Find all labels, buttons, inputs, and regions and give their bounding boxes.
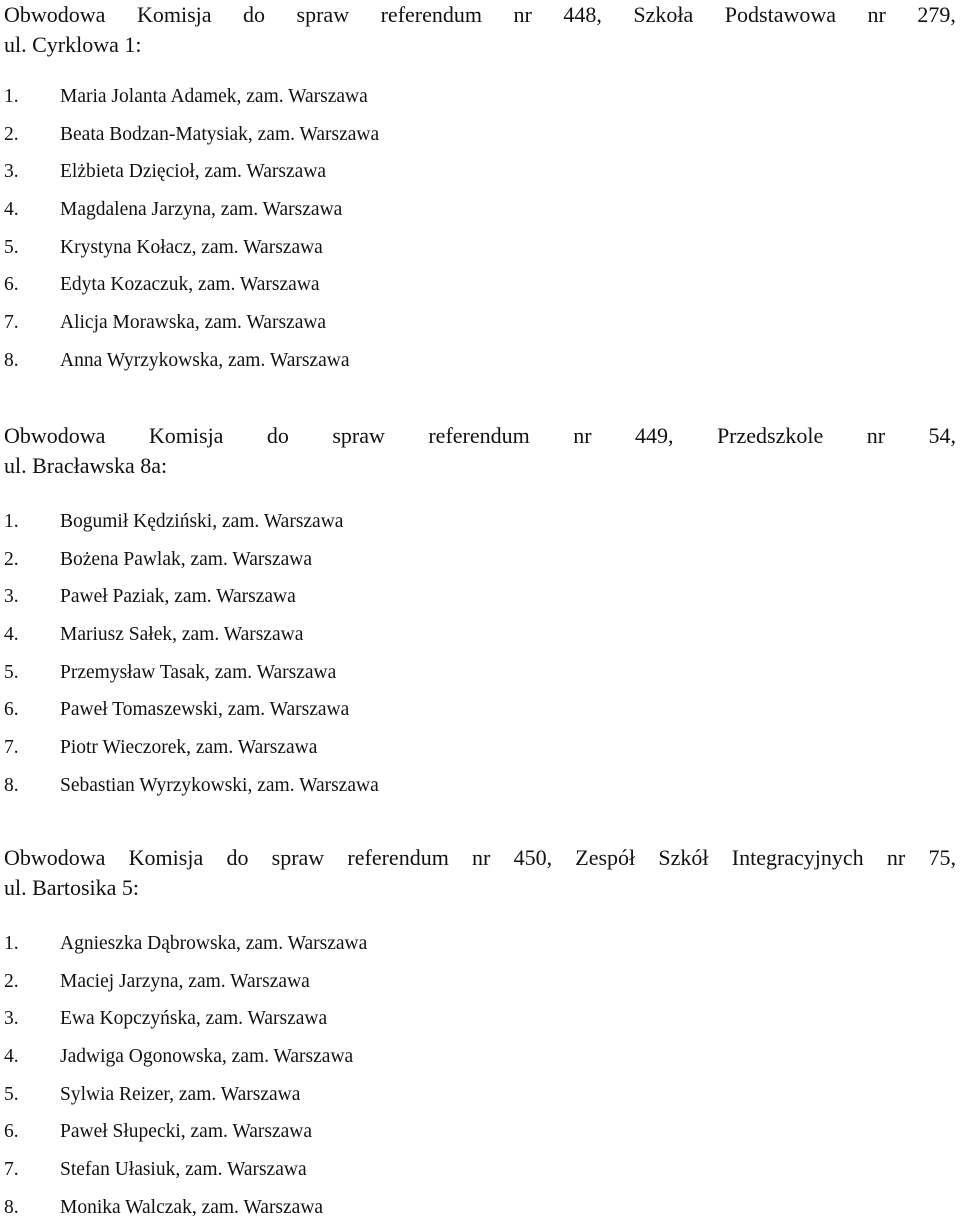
heading-word: nr xyxy=(472,845,491,870)
heading-word: 75, xyxy=(928,845,956,870)
section-heading xyxy=(4,421,956,481)
heading-word: Podstawowa xyxy=(724,2,836,27)
item-number: 6. xyxy=(4,274,19,296)
list-item xyxy=(4,1151,944,1189)
heading-word: Komisja xyxy=(128,845,204,870)
item-number: 3. xyxy=(4,161,19,183)
member-name: Maria Jolanta Adamek, zam. Warszawa xyxy=(60,86,368,107)
heading-line-1 xyxy=(4,0,956,30)
heading-word: do xyxy=(226,845,249,870)
heading-word: Integracyjnych xyxy=(731,845,864,870)
heading-word: nr xyxy=(867,2,886,27)
heading-word: 279, xyxy=(917,2,956,27)
heading-word: 448, xyxy=(563,2,602,27)
item-number: 5. xyxy=(4,236,19,258)
list-item xyxy=(4,116,944,154)
member-name: Bożena Pawlak, zam. Warszawa xyxy=(60,548,313,570)
heading-word: nr xyxy=(866,423,886,448)
heading-word: Komisja xyxy=(136,2,212,27)
item-number: 4. xyxy=(4,199,19,221)
member-name: Mariusz Sałek, zam. Warszawa xyxy=(60,624,304,646)
heading-word: 450, xyxy=(513,845,553,870)
heading-word: referendum xyxy=(428,423,530,448)
heading-word: Komisja xyxy=(148,423,224,448)
member-name: Ewa Kopczyńska, zam. Warszawa xyxy=(60,1008,328,1030)
member-name: Krystyna Kołacz, zam. Warszawa xyxy=(60,236,323,258)
list-item xyxy=(4,616,944,654)
heading-word: do xyxy=(243,2,266,27)
member-name: Elżbieta Dzięcioł, zam. Warszawa xyxy=(60,161,327,183)
heading-line-2: ul. Cyrklowa 1: xyxy=(4,32,142,57)
list-item xyxy=(4,191,944,229)
heading-word: Zespół xyxy=(575,845,636,870)
member-name: Anna Wyrzykowska, zam. Warszawa xyxy=(60,349,350,371)
list-item xyxy=(4,1038,944,1076)
member-name: Agnieszka Dąbrowska, zam. Warszawa xyxy=(60,933,368,954)
heading-word: referendum xyxy=(380,2,482,27)
commission-section-448 xyxy=(4,0,956,371)
item-number: 4. xyxy=(4,624,19,646)
item-number: 2. xyxy=(4,123,19,145)
heading-word: spraw xyxy=(332,423,385,448)
member-name: Paweł Słupecki, zam. Warszawa xyxy=(60,1121,313,1143)
list-item xyxy=(4,1076,944,1114)
list-item xyxy=(4,541,944,579)
heading-word: 449, xyxy=(634,423,674,448)
heading-line-1 xyxy=(4,843,956,873)
member-name: Monika Walczak, zam. Warszawa xyxy=(60,1196,324,1218)
member-name: Sylwia Reizer, zam. Warszawa xyxy=(60,1083,301,1105)
member-name: Paweł Paziak, zam. Warszawa xyxy=(60,586,296,608)
item-number: 6. xyxy=(4,1121,19,1143)
member-name: Beata Bodzan-Matysiak, zam. Warszawa xyxy=(60,123,380,145)
item-number: 5. xyxy=(4,661,19,683)
member-name: Paweł Tomaszewski, zam. Warszawa xyxy=(60,699,350,721)
heading-word: Szkoła xyxy=(633,2,694,27)
heading-word: 54, xyxy=(928,423,956,448)
heading-word: Obwodowa xyxy=(4,423,106,448)
member-name: Stefan Ułasiuk, zam. Warszawa xyxy=(60,1159,307,1181)
heading-word: nr xyxy=(513,2,532,27)
item-number: 2. xyxy=(4,970,19,992)
list-item xyxy=(4,654,944,692)
list-item xyxy=(4,153,944,191)
member-name: Przemysław Tasak, zam. Warszawa xyxy=(60,661,337,683)
list-item xyxy=(4,1113,944,1151)
list-item xyxy=(4,266,944,304)
heading-word: spraw xyxy=(296,2,350,27)
item-number: 1. xyxy=(4,86,19,107)
heading-word: referendum xyxy=(347,845,449,870)
list-item xyxy=(4,78,944,116)
list-item xyxy=(4,304,944,342)
heading-word: Szkół xyxy=(658,845,709,870)
list-item xyxy=(4,229,944,267)
list-item xyxy=(4,342,944,380)
list-item xyxy=(4,1000,944,1038)
member-name: Maciej Jarzyna, zam. Warszawa xyxy=(60,970,310,992)
item-number: 8. xyxy=(4,349,19,371)
list-item xyxy=(4,963,944,1001)
member-name: Bogumił Kędziński, zam. Warszawa xyxy=(60,511,344,532)
heading-word: nr xyxy=(886,845,906,870)
heading-word: Obwodowa xyxy=(4,2,106,27)
member-name: Piotr Wieczorek, zam. Warszawa xyxy=(60,737,318,759)
item-number: 1. xyxy=(4,933,19,954)
heading-word: spraw xyxy=(271,845,325,870)
heading-word: Obwodowa xyxy=(4,845,106,870)
item-number: 1. xyxy=(4,511,19,532)
item-number: 2. xyxy=(4,548,19,570)
heading-line-2: ul. Bartosika 5: xyxy=(4,875,140,900)
list-item xyxy=(4,925,944,963)
heading-word: nr xyxy=(573,423,592,448)
item-number: 6. xyxy=(4,699,19,721)
item-number: 7. xyxy=(4,1159,19,1181)
list-item xyxy=(4,729,944,767)
item-number: 8. xyxy=(4,774,19,796)
list-item xyxy=(4,1189,944,1227)
item-number: 7. xyxy=(4,737,19,759)
item-number: 8. xyxy=(4,1196,19,1218)
item-number: 3. xyxy=(4,586,19,608)
item-number: 5. xyxy=(4,1083,19,1105)
commission-section-450 xyxy=(4,843,956,1218)
heading-word: Przedszkole xyxy=(716,423,824,448)
list-item xyxy=(4,767,944,805)
list-item xyxy=(4,503,944,541)
item-number: 3. xyxy=(4,1008,19,1030)
heading-word: do xyxy=(266,423,289,448)
member-name: Magdalena Jarzyna, zam. Warszawa xyxy=(60,199,343,221)
item-number: 7. xyxy=(4,312,19,334)
commission-section-449 xyxy=(4,421,956,796)
member-name: Sebastian Wyrzykowski, zam. Warszawa xyxy=(60,774,379,796)
list-item xyxy=(4,691,944,729)
heading-line-2: ul. Bracławska 8a: xyxy=(4,453,168,478)
member-list xyxy=(4,78,944,380)
member-name: Jadwiga Ogonowska, zam. Warszawa xyxy=(60,1046,354,1068)
member-list xyxy=(4,503,944,805)
member-name: Alicja Morawska, zam. Warszawa xyxy=(60,312,327,334)
member-name: Edyta Kozaczuk, zam. Warszawa xyxy=(60,274,320,296)
section-heading xyxy=(4,0,956,60)
list-item xyxy=(4,578,944,616)
item-number: 4. xyxy=(4,1046,19,1068)
member-list xyxy=(4,925,944,1227)
heading-line-1 xyxy=(4,421,956,451)
section-heading xyxy=(4,843,956,903)
